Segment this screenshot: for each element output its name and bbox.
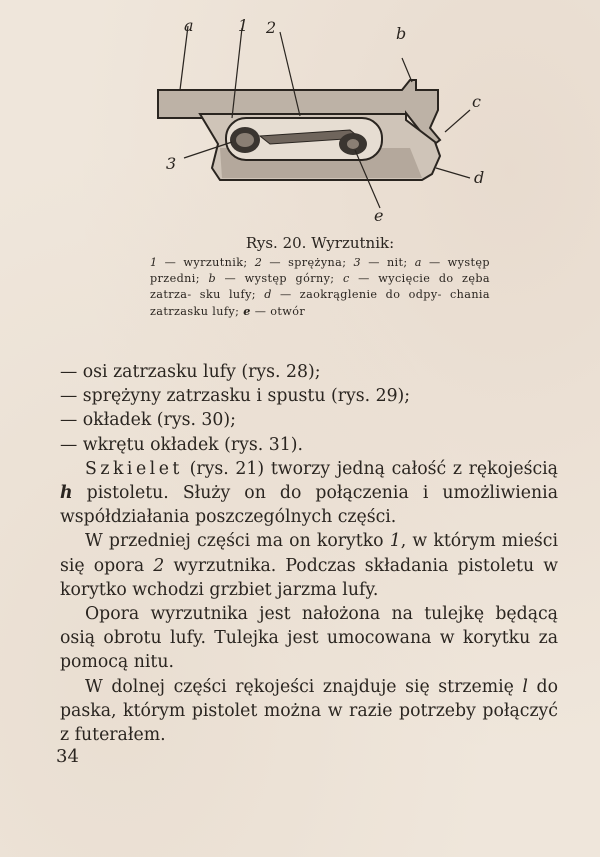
caption-text: nit; [386, 256, 415, 269]
paragraph-text: , w którym mieści się opora [60, 531, 558, 576]
figure-caption [150, 234, 490, 320]
paragraph-text: (rys. 21) tworzy jedną całość z rękojeścią [182, 458, 558, 479]
caption-title: Rys. 20. Wyrzutnik: [245, 234, 395, 252]
label-e: e [374, 206, 384, 225]
caption-text: — występ [216, 272, 287, 285]
caption-text: górny; [295, 272, 343, 285]
paragraph-text: W przedniej części ma on korytko [85, 531, 390, 552]
label-c: c [472, 92, 481, 111]
spaced-term: Szkielet [85, 458, 183, 479]
paragraph [60, 529, 558, 602]
caption-key: c [342, 272, 350, 285]
caption-key: 1 [150, 256, 158, 269]
paragraph [60, 457, 558, 530]
body-text [60, 360, 558, 747]
paragraph-text: wyrzutnika. Podczas składania pistoletu w korytko wchodzi grzbiet jarzma lufy. [60, 555, 558, 600]
paragraph-text: W dolnej części rękojeści znajduje się strzemię [85, 676, 523, 697]
caption-key: 2 [254, 256, 263, 269]
inline-symbol: h [60, 483, 73, 504]
caption-key: b [208, 272, 217, 285]
paragraph-text: pistoletu. Służy on do połączenia i umożliwienia współdziałania poszczególnych części. [60, 483, 558, 528]
inline-symbol: 1 [389, 531, 401, 552]
paragraph-text: do paska, którym pistolet można w razie potrzeby połączyć z futerałem. [60, 676, 558, 746]
label-d: d [474, 168, 485, 187]
paragraph: Opora wyrzutnika jest nałożona na tulejkę będącą osią obrotu lufy. Tulejka jest umocowana w korytku za pomocą nitu. [60, 604, 558, 673]
caption-text: — zaokrąglenie do odpy- [271, 288, 442, 301]
ejector-illustration [140, 18, 500, 228]
inline-symbol: 2 [153, 555, 165, 576]
caption-text: sku lufy; [199, 288, 265, 301]
label-a: a [184, 16, 194, 35]
label-2: 2 [266, 18, 277, 37]
paragraph [60, 675, 558, 748]
caption-legend [150, 255, 490, 320]
caption-key: 3 [353, 256, 362, 269]
page-number: 34 [56, 746, 79, 767]
list-item: — osi zatrzasku lufy (rys. 28); [60, 362, 321, 382]
caption-text: — otwór [250, 305, 306, 318]
caption-key: a [414, 256, 422, 269]
caption-text: — sprężyna; [262, 256, 354, 269]
caption-text: chania zatrzasku lufy; [150, 288, 490, 318]
list-item: — wkrętu okładek (rys. 31). [60, 434, 303, 455]
caption-text: — występ przedni; [150, 256, 490, 285]
label-b: b [396, 24, 407, 43]
caption-text: — wyrzutnik; [157, 256, 255, 269]
caption-text: — [361, 256, 380, 269]
label-3: 3 [166, 154, 177, 173]
ejector-figure [140, 18, 500, 228]
caption-text: — wycięcie do zęba zatrza- [150, 272, 490, 301]
caption-key: d [264, 288, 272, 301]
inline-symbol: l [522, 676, 528, 697]
list-item: — sprężyny zatrzasku i spustu (rys. 29); [60, 386, 411, 407]
list-item: — okładek (rys. 30); [60, 410, 236, 431]
caption-key: e [243, 304, 251, 318]
label-1: 1 [238, 16, 249, 35]
